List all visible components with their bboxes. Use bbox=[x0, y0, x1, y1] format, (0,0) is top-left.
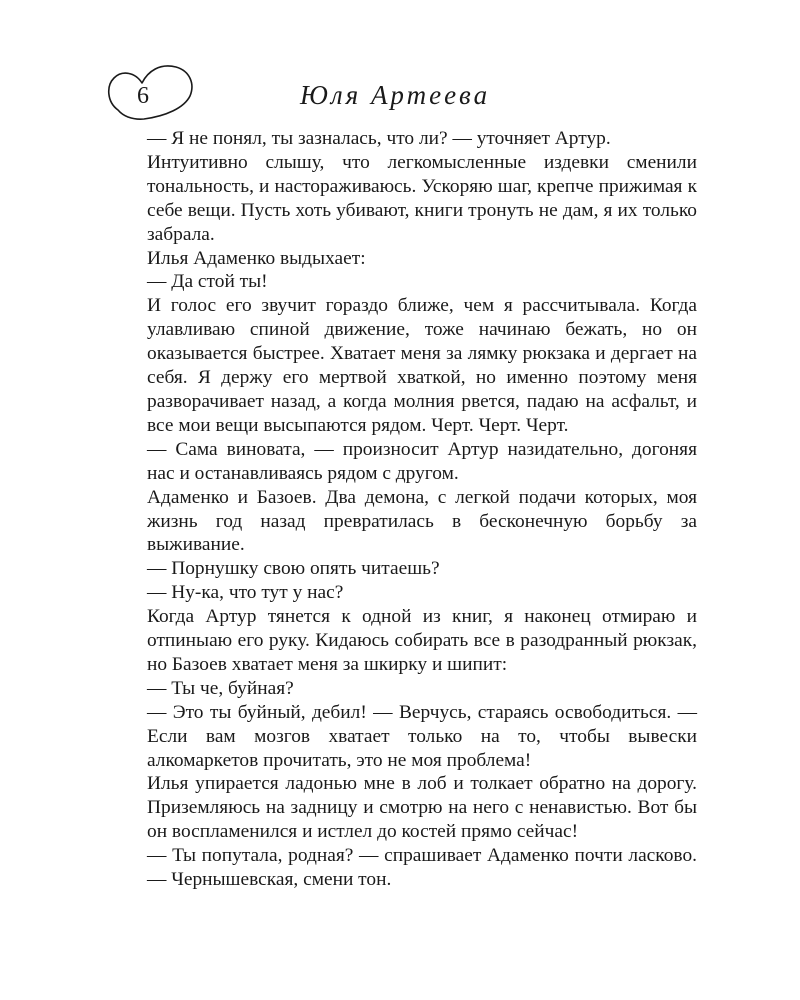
paragraph: — Я не понял, ты зазналась, что ли? — уточняет Артур. bbox=[147, 128, 611, 149]
paragraph: И голос его звучит гораздо ближе, чем я рассчитывала. Когда улавливаю спиной движение, тоже начинаю бежать, но он оказывается быстрее. Хватает меня за лямку рюкзака и дергает на себя. Я держу его мертвой хваткой, но именно поэтому меня разворачивает назад, а когда молния рвется, падаю на асфальт, и все мои вещи высыпаются рядом. Черт. Черт. Черт. bbox=[147, 295, 697, 436]
page-header bbox=[0, 0, 800, 130]
paragraph: — Да стой ты! bbox=[147, 271, 268, 293]
body-text bbox=[147, 127, 697, 892]
paragraph: — Сама виновата, — произносит Артур назидательно, догоняя нас и останавливаясь рядом с другом. bbox=[147, 438, 697, 484]
paragraph: Когда Артур тянется к одной из книг, я наконец отмираю и отпиныаю его руку. Кидаюсь собирать все в разодранный рюкзак, но Базоев хватает меня за шкирку и шипит: bbox=[147, 606, 697, 675]
running-head-author: Юля Артеева bbox=[300, 80, 491, 110]
paragraph: Илья Адаменко выдыхает: bbox=[147, 247, 366, 269]
paragraph: Интуитивно слышу, что легкомысленные издевки сменили тональность, и настораживаюсь. Ускоряю шаг, крепче прижимая к себе вещи. Пусть хоть убивают, книги тронуть не дам, я их только забрала. bbox=[147, 151, 697, 245]
paragraph: — Это ты буйный, дебил! — Верчусь, стараясь освободиться. — Если вам мозгов хватает только на то, чтобы вывески алкомаркетов прочитать, это не моя проблема! bbox=[147, 701, 697, 771]
paragraph: — Ты попутала, родная? — спрашивает Адаменко почти ласково. — Чернышевская, смени тон. bbox=[147, 845, 697, 891]
paragraph: Адаменко и Базоев. Два демона, с легкой подачи которых, моя жизнь год назад превратилась в бесконечную борьбу за выживание. bbox=[147, 486, 697, 556]
paragraph: Илья упирается ладонью мне в лоб и толкает обратно на дорогу. Приземляюсь на задницу и смотрю на него с ненавистью. Вот бы он воспламенился и истлел до костей прямо сейчас! bbox=[147, 773, 697, 843]
paragraph: — Ну-ка, что тут у нас? bbox=[147, 582, 344, 604]
page-number: 6 bbox=[137, 83, 149, 109]
paragraph: — Порнушку свою опять читаешь? bbox=[147, 558, 440, 580]
paragraph: — Ты че, буйная? bbox=[147, 677, 294, 699]
